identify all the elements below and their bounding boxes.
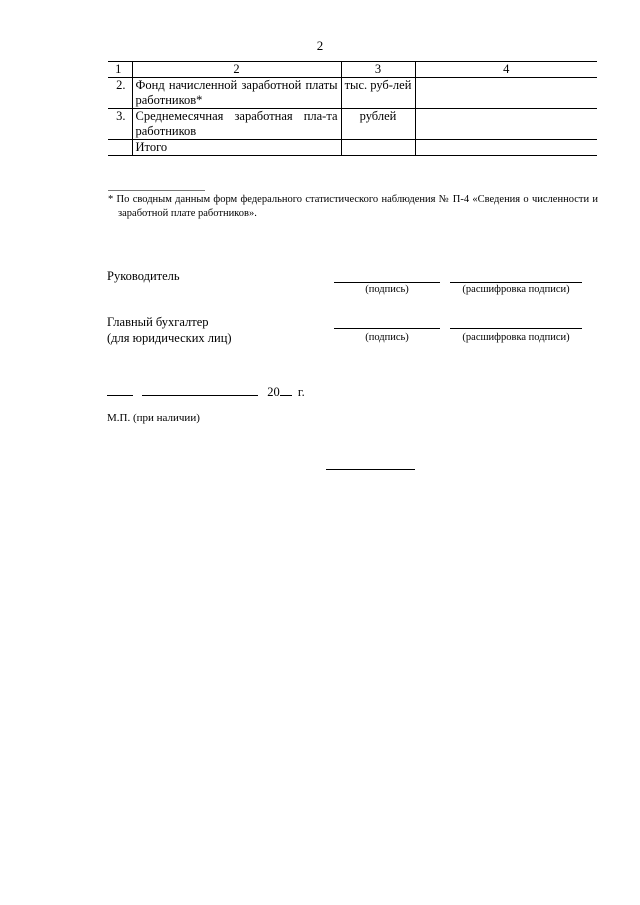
table-header-row xyxy=(108,62,597,78)
page-number: 2 xyxy=(316,38,324,53)
row-unit: тыс. руб-лей xyxy=(341,78,415,109)
salary-table xyxy=(108,61,597,156)
stamp-note: М.П. (при наличии) xyxy=(107,412,200,424)
year-suffix: г. xyxy=(297,385,305,399)
accountant-sublabel: (для юридических лиц) xyxy=(107,331,232,345)
row-value xyxy=(415,140,597,156)
end-divider xyxy=(326,469,415,470)
month-blank xyxy=(142,383,258,396)
footnote-divider xyxy=(108,190,205,191)
header-cell: 2 xyxy=(132,62,341,78)
row-indicator-name: Фонд начисленной заработной платы работников* xyxy=(132,78,341,109)
row-number: 2. xyxy=(108,78,132,109)
row-value xyxy=(415,109,597,140)
table-row xyxy=(108,78,597,109)
accountant-signature-caption: (подпись) xyxy=(365,332,409,343)
header-cell: 3 xyxy=(341,62,415,78)
row-unit xyxy=(341,140,415,156)
row-value xyxy=(415,78,597,109)
footnote-text: * По сводным данным форм федерального статистического наблюдения № П-4 «Сведения о численности и заработной плате работников». xyxy=(108,194,598,219)
year-prefix: 20 xyxy=(267,385,280,399)
table-row-total xyxy=(108,140,597,156)
row-indicator-name: Итого xyxy=(132,140,341,156)
day-blank xyxy=(107,383,133,396)
row-number: 3. xyxy=(108,109,132,140)
date-line xyxy=(107,383,305,400)
accountant-signature-line xyxy=(334,328,440,329)
row-unit: рублей xyxy=(341,109,415,140)
row-indicator-name: Среднемесячная заработная пла-та работников xyxy=(132,109,341,140)
row-number xyxy=(108,140,132,156)
head-signature-line xyxy=(334,282,440,283)
head-label: Руководитель xyxy=(107,269,180,283)
accountant-decode-line xyxy=(450,328,582,329)
header-cell: 1 xyxy=(108,62,132,78)
head-decode-caption: (расшифровка подписи) xyxy=(462,284,570,295)
year-blank xyxy=(280,383,292,396)
table-row xyxy=(108,109,597,140)
head-decode-line xyxy=(450,282,582,283)
accountant-decode-caption: (расшифровка подписи) xyxy=(462,332,570,343)
head-signature-caption: (подпись) xyxy=(365,284,409,295)
accountant-label: Главный бухгалтер xyxy=(107,315,209,329)
header-cell: 4 xyxy=(415,62,597,78)
